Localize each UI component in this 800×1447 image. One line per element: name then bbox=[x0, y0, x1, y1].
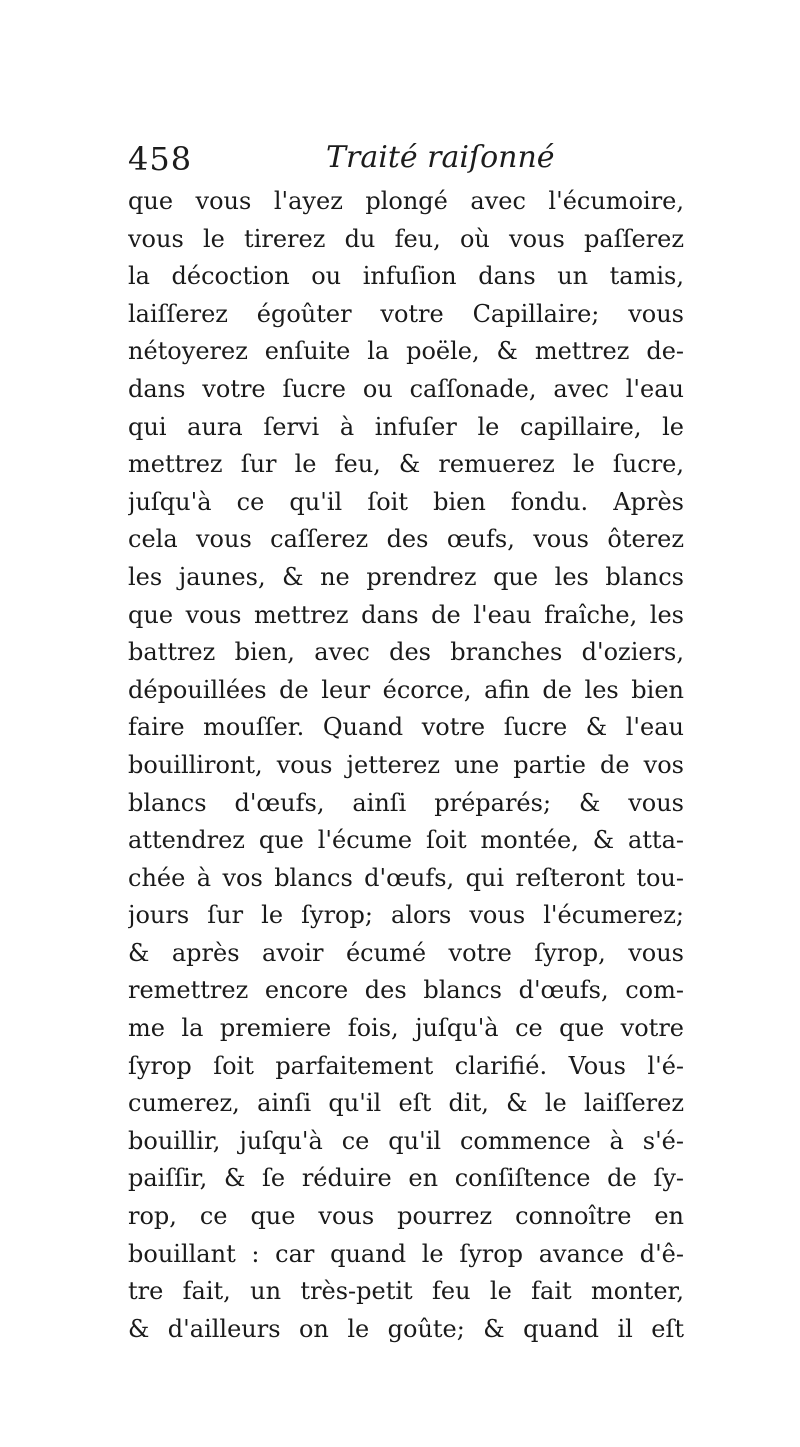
text-line: chée à vos blancs d'œufs, qui reſteront tou- bbox=[128, 863, 684, 892]
text-line: dépouillées de leur écorce, afin de les bien bbox=[128, 675, 684, 704]
text-line: cumerez, ainſi qu'il eſt dit, & le laiſſerez bbox=[128, 1089, 684, 1118]
text-line: bouillant : car quand le ſyrop avance d'ê- bbox=[128, 1239, 684, 1268]
text-line: paiſſir, & ſe réduire en conſiſtence de ſy- bbox=[128, 1164, 684, 1193]
text-line: faire mouſſer. Quand votre ſucre & l'eau bbox=[128, 713, 684, 742]
page-header bbox=[128, 140, 688, 180]
running-title: Traité raiſonné bbox=[326, 140, 555, 175]
text-line: la décoction ou infuſion dans un tamis, bbox=[128, 262, 684, 291]
text-line: dans votre ſucre ou caſſonade, avec l'eau bbox=[128, 374, 684, 403]
text-line: cela vous caſſerez des œufs, vous ôterez bbox=[128, 525, 684, 554]
text-line: tre fait, un très-petit feu le fait monter, bbox=[128, 1277, 684, 1306]
text-line: vous le tirerez du feu, où vous paſſerez bbox=[128, 224, 684, 253]
text-line: & d'ailleurs on le goûte; & quand il eſt bbox=[128, 1314, 684, 1343]
text-line: & après avoir écumé votre ſyrop, vous bbox=[128, 938, 684, 967]
text-line: blancs d'œufs, ainſi préparés; & vous bbox=[128, 788, 684, 817]
text-line: me la premiere fois, juſqu'à ce que votre bbox=[128, 1014, 684, 1043]
text-line: rop, ce que vous pourrez connoître en bbox=[128, 1202, 684, 1231]
text-line: ſyrop ſoit parfaitement clarifié. Vous l'é- bbox=[128, 1051, 684, 1080]
body-text bbox=[128, 183, 684, 1348]
text-line: juſqu'à ce qu'il ſoit bien fondu. Après bbox=[128, 487, 684, 516]
text-line: jours ſur le ſyrop; alors vous l'écumerez; bbox=[128, 901, 684, 930]
text-line: que vous l'ayez plongé avec l'écumoire, bbox=[128, 187, 684, 215]
text-line: attendrez que l'écume ſoit montée, & atta- bbox=[128, 826, 684, 855]
text-line: battrez bien, avec des branches d'oziers, bbox=[128, 638, 684, 667]
text-line: qui aura ſervi à infuſer le capillaire, le bbox=[128, 412, 684, 441]
text-line: les jaunes, & ne prendrez que les blancs bbox=[128, 562, 684, 591]
text-line: mettrez ſur le feu, & remuerez le ſucre, bbox=[128, 450, 684, 479]
text-line: remettrez encore des blancs d'œufs, com- bbox=[128, 976, 684, 1005]
text-line: bouillir, juſqu'à ce qu'il commence à s'é- bbox=[128, 1126, 684, 1155]
text-line: que vous mettrez dans de l'eau fraîche, les bbox=[128, 600, 684, 629]
text-line: nétoyerez enſuite la poële, & mettrez de- bbox=[128, 337, 684, 366]
text-line: laiſſerez égoûter votre Capillaire; vous bbox=[128, 299, 684, 328]
page-number: 458 bbox=[128, 140, 193, 178]
text-line: bouilliront, vous jetterez une partie de vos bbox=[128, 750, 684, 779]
